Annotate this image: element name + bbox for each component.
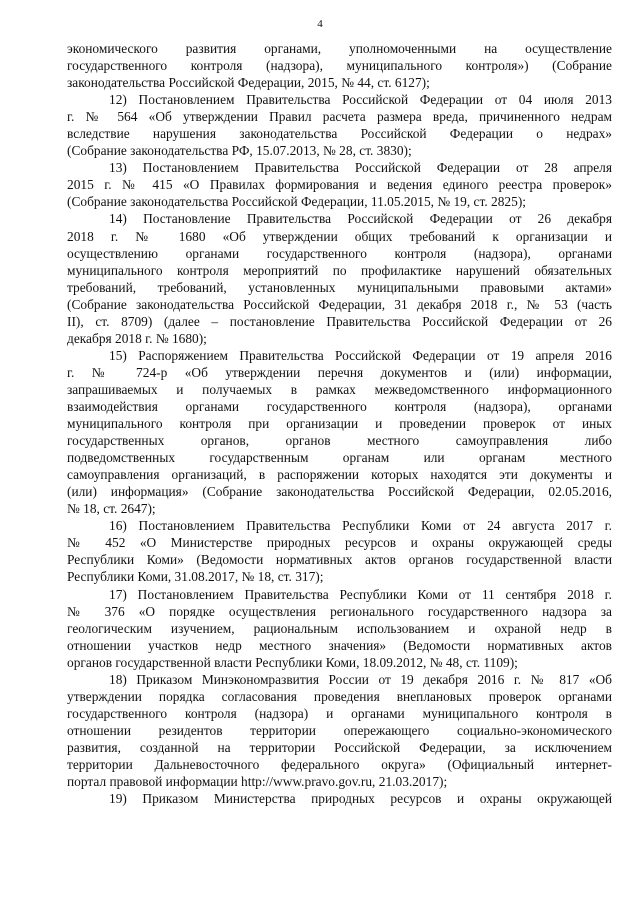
text-line: утверждении порядка согласования проведения внеплановых проверок органами: [67, 688, 612, 704]
text-line: органов государственной власти Республики Коми, 18.09.2012, № 48, ст. 1109);: [67, 654, 518, 670]
text-line: г. № 564 «Об утверждении Правил расчета размера вреда, причиненного недрам: [67, 109, 612, 125]
text-line: г. № 724-р «Об утверждении перечня документов и (или) информации,: [67, 364, 612, 380]
text-line: государственного контроля (надзора) и органами муниципального контроля в: [67, 705, 612, 721]
text-line: 15) Распоряжением Правительства Российской Федерации от 19 апреля 2016: [109, 347, 612, 363]
text-line: (Собрание законодательства Российской Федерации, 31 декабря 2018 г., № 53 (часть: [67, 296, 612, 312]
text-line: (или) информация» (Собрание законодательства Российской Федерации, 02.05.2016,: [67, 484, 612, 500]
text-line: декабря 2018 г. № 1680);: [67, 330, 207, 346]
text-line: 19) Приказом Министерства природных ресурсов и охраны окружающей: [109, 791, 612, 807]
text-line: 18) Приказом Минэкономразвития России от 19 декабря 2016 г. № 817 «Об: [109, 671, 612, 687]
text-line: (Собрание законодательства РФ, 15.07.2013, № 28, ст. 3830);: [67, 143, 412, 159]
text-line: Республики Коми» (Ведомости нормативных актов органов государственной власти: [67, 552, 612, 568]
text-line: (Собрание законодательства Российской Федерации, 11.05.2015, № 19, ст. 2825);: [67, 194, 526, 210]
document-body: [67, 40, 612, 807]
text-line: территории Дальневосточного федерального округа» (Официальный интернет-: [67, 756, 612, 772]
text-line: подведомственных государственным органам или органам местного: [67, 450, 612, 466]
text-line: II), ст. 8709) (далее – постановление Правительства Российской Федерации от 26: [67, 313, 612, 329]
text-line: 13) Постановлением Правительства Российской Федерации от 28 апреля: [109, 160, 612, 176]
page-number: 4: [317, 18, 323, 30]
text-line: 14) Постановление Правительства Российской Федерации от 26 декабря: [109, 211, 612, 227]
text-line: геологическим изучением, рациональным использованием и охраной недр в: [67, 620, 612, 636]
text-line: № 376 «О порядке осуществления регионального государственного надзора за: [67, 603, 612, 619]
text-line: 2015 г. № 415 «О Правилах формирования и ведения единого реестра проверок»: [67, 177, 612, 193]
text-line: отношении резидентов территории опережающего социально-экономического: [67, 722, 612, 738]
text-line: 17) Постановлением Правительства Республики Коми от 11 сентября 2018 г.: [109, 586, 612, 602]
text-line: государственных органов, органов местного самоуправления либо: [67, 433, 612, 449]
text-line: 16) Постановлением Правительства Республики Коми от 24 августа 2017 г.: [109, 518, 612, 534]
text-line: № 452 «О Министерстве природных ресурсов и охраны окружающей среды: [67, 535, 612, 551]
text-line: Республики Коми, 31.08.2017, № 18, ст. 317);: [67, 569, 324, 585]
text-line: запрашиваемых и получаемых в рамках межведомственного информационного: [67, 381, 612, 397]
text-line: развития, созданной на территории Российской Федерации, за исключением: [67, 739, 612, 755]
text-line: осуществлению органами государственного контроля (надзора), органами: [67, 245, 612, 261]
text-line: муниципального контроля при организации и проведении проверок от иных: [67, 416, 612, 432]
text-line: требований, требований, установленных муниципальными правовыми актами»: [67, 279, 612, 295]
text-line: отношении участков недр местного значения» (Ведомости нормативных актов: [67, 637, 612, 653]
text-line: 2018 г. № 1680 «Об утверждении общих требований к организации и: [67, 228, 612, 244]
text-line: государственного контроля (надзора), муниципального контроля») (Собрание: [67, 58, 612, 74]
text-line: портал правовой информации http://www.pravo.gov.ru, 21.03.2017);: [67, 774, 448, 790]
text-line: вследствие нарушения законодательства Российской Федерации о недрах»: [67, 126, 612, 142]
text-line: муниципального контроля мероприятий по профилактике нарушений обязательных: [67, 262, 612, 278]
text-line: законодательства Российской Федерации, 2015, № 44, ст. 6127);: [67, 75, 430, 91]
text-line: 12) Постановлением Правительства Российской Федерации от 04 июля 2013: [109, 92, 612, 108]
text-line: № 18, ст. 2647);: [67, 501, 156, 517]
text-line: экономического развития органами, уполномоченными на осуществление: [67, 41, 612, 56]
text-line: взаимодействия органами государственного контроля (надзора), органами: [67, 398, 612, 414]
text-line: самоуправления организаций, в распоряжении которых находятся эти документы и: [67, 467, 612, 483]
